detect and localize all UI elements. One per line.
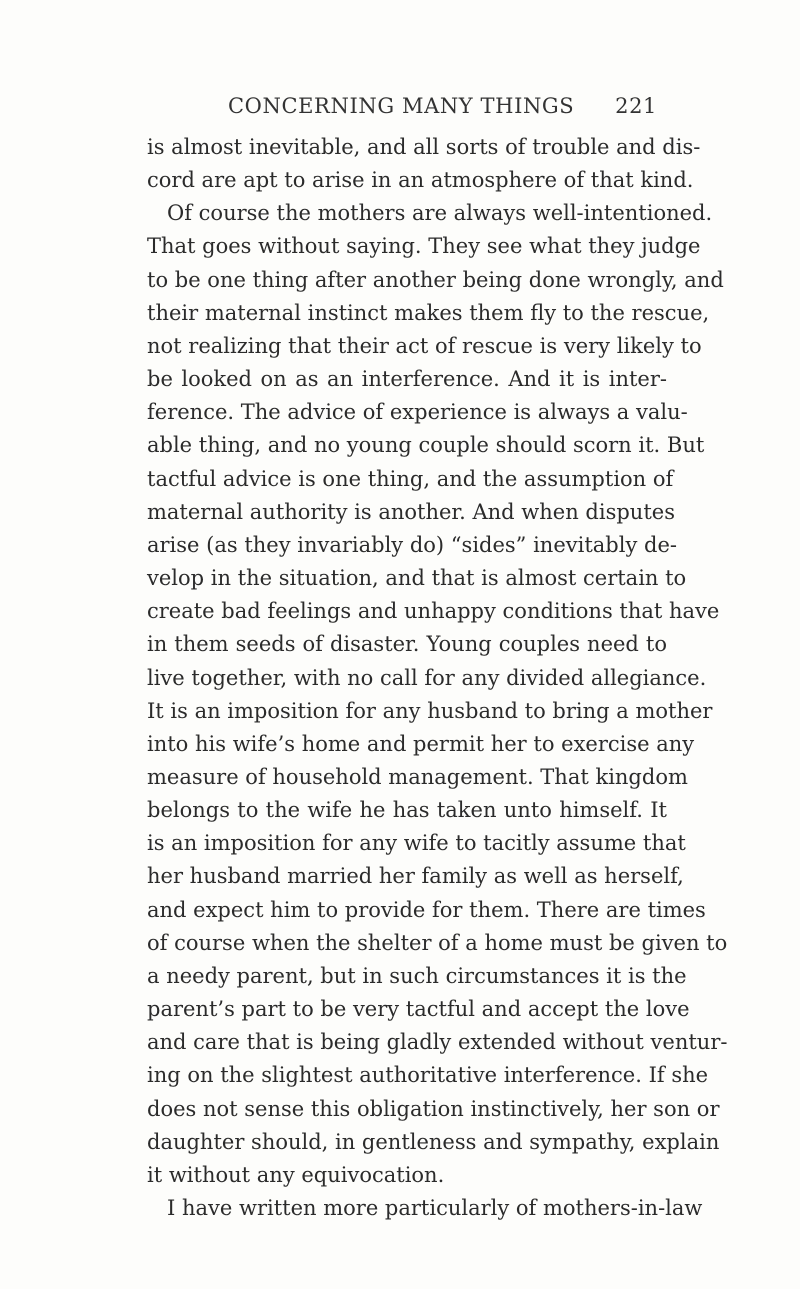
text-line: her husband married her family as well as herself,: [147, 864, 684, 889]
text-line: It is an imposition for any husband to bring a mother: [147, 698, 713, 723]
running-head: [176, 94, 657, 124]
page-number: 221: [615, 94, 657, 118]
text-line: I have written more particularly of mothers-in-law: [167, 1196, 703, 1220]
text-line: is an imposition for any wife to tacitly assume that: [147, 831, 686, 856]
text-line: is almost inevitable, and all sorts of trouble and dis-: [147, 135, 701, 159]
text-line: Of course the mothers are always well-intentioned.: [167, 201, 713, 226]
text-line: create bad feelings and unhappy conditions that have: [147, 599, 720, 624]
text-line: belongs to the wife he has taken unto himself. It: [147, 798, 667, 823]
text-line: it without any equivocation.: [147, 1162, 445, 1187]
text-line: and care that is being gladly extended without ventur-: [147, 1030, 728, 1055]
text-line: not realizing that their act of rescue is very likely to: [147, 333, 702, 358]
text-line: live together, with no call for any divided allegiance.: [147, 665, 707, 690]
text-line: daughter should, in gentleness and sympathy, explain: [147, 1129, 720, 1154]
text-line: into his wife’s home and permit her to exercise any: [147, 731, 695, 756]
text-line: to be one thing after another being done wrongly, and: [147, 267, 724, 292]
text-line: able thing, and no young couple should scorn it. But: [147, 433, 705, 458]
text-line: That goes without saying. They see what they judge: [147, 234, 701, 259]
text-line: their maternal instinct makes them fly to the rescue,: [147, 300, 710, 325]
text-line: arise (as they invariably do) “sides” inevitably de-: [147, 532, 677, 557]
text-line: tactful advice is one thing, and the assumption of: [147, 466, 674, 491]
text-line: ing on the slightest authoritative interference. If she: [147, 1063, 709, 1088]
text-line: a needy parent, but in such circumstances it is the: [147, 963, 687, 988]
text-line: parent’s part to be very tactful and accept the love: [147, 997, 690, 1022]
text-line: maternal authority is another. And when disputes: [147, 499, 675, 524]
text-line: and expect him to provide for them. There are times: [147, 897, 706, 922]
text-line: cord are apt to arise in an atmosphere of that kind.: [147, 168, 694, 193]
text-line: in them seeds of disaster. Young couples need to: [147, 632, 667, 657]
running-title: CONCERNING MANY THINGS: [228, 94, 575, 118]
body-text: [147, 131, 728, 1225]
text-line: of course when the shelter of a home must be given to: [147, 930, 728, 955]
text-line: velop in the situation, and that is almost certain to: [147, 566, 687, 591]
text-line: measure of household management. That kingdom: [147, 764, 688, 789]
text-line: be looked on as an interference. And it is inter-: [147, 367, 667, 392]
text-line: ference. The advice of experience is always a valu-: [147, 400, 688, 425]
text-line: does not sense this obligation instinctively, her son or: [147, 1096, 720, 1121]
